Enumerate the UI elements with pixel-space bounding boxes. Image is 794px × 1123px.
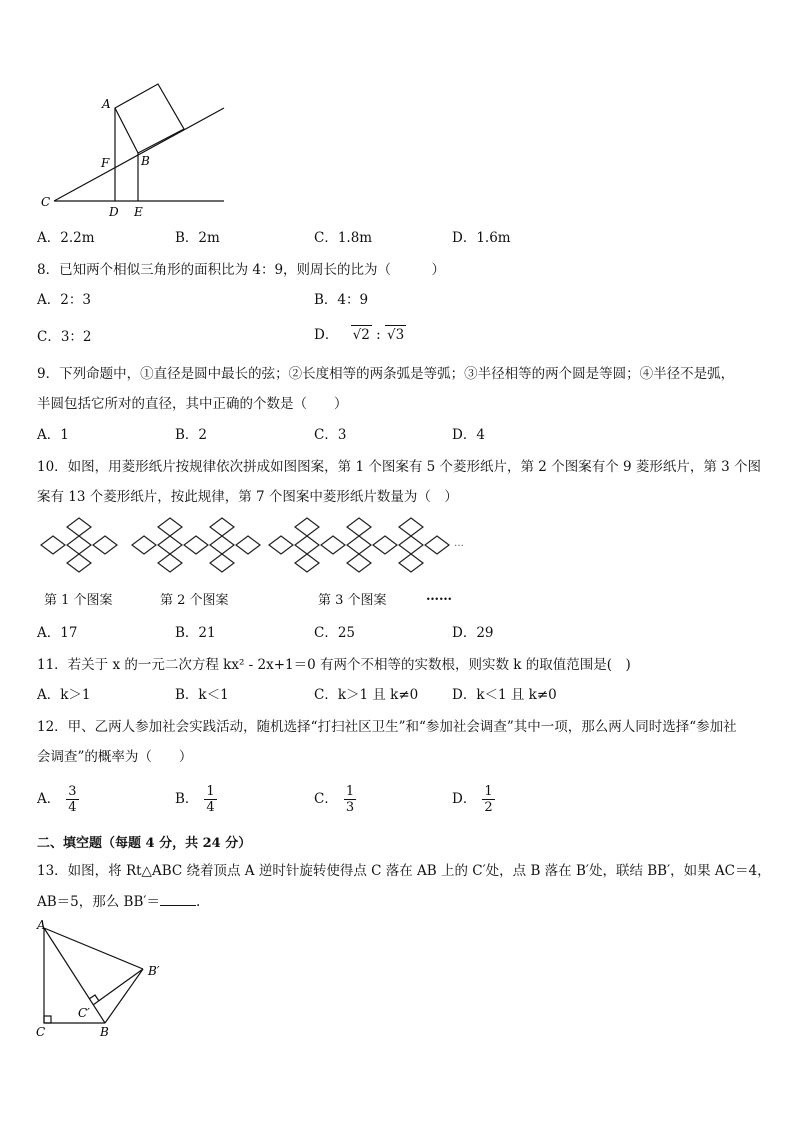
- q10-stem-line1: 10．如图，用菱形纸片按规律依次拼成如图图案，第 1 个图案有 5 个菱形纸片，第 2 个图案有个 9 菱形纸片，第 3 个图: [37, 459, 762, 475]
- q9-stem-line2: 半圆包括它所对的直径，其中正确的个数是（ ）: [37, 396, 348, 412]
- fraction: $\frac{1}{3}$: [345, 784, 355, 815]
- q9-option-a[interactable]: A．1: [37, 427, 69, 443]
- q10-stem-line2: 案有 13 个菱形纸片，按此规律，第 7 个图案中菱形纸片数量为（ ）: [37, 489, 458, 505]
- q11-option-b[interactable]: B．k＜1: [175, 687, 229, 703]
- q7-option-d[interactable]: D．1.6m: [452, 230, 511, 246]
- q9-option-d[interactable]: D．4: [452, 427, 485, 443]
- label-c: C: [36, 1025, 46, 1039]
- slope-line: [54, 108, 224, 201]
- q8-sqrt-b: √3: [386, 327, 405, 343]
- answer-blank[interactable]: [160, 893, 196, 906]
- label-c-prime: C′: [78, 1006, 90, 1020]
- q7-option-b[interactable]: B．2m: [175, 230, 220, 246]
- q13-stem-line1: 13．如图，将 Rt△ABC 绕着顶点 A 逆时针旋转使得点 C 落在 AB 上的 C′处，点 B 落在 B′处，联结 BB′，如果 AC＝4，: [37, 863, 771, 879]
- q8-stem: 8．已知两个相似三角形的面积比为 4：9，则周长的比为（ ）: [37, 262, 446, 278]
- segment-bb-prime: [105, 969, 143, 1023]
- pattern-2: [132, 518, 260, 572]
- pattern-3-label: 第 3 个图案: [318, 593, 387, 608]
- pattern-2-label: 第 2 个图案: [160, 593, 229, 608]
- section-2-title: 二、填空题（每题 4 分，共 24 分）: [37, 836, 252, 851]
- label-a: A: [37, 918, 46, 932]
- q12-stem-line1: 12．甲、乙两人参加社会实践活动，随机选择“打扫社区卫生”和“参加社会调查”其中一项，那么两人同时选择“参加社: [37, 719, 737, 735]
- q11-option-c[interactable]: C．k＞1 且 k≠0: [314, 687, 419, 703]
- q10-option-b[interactable]: B．21: [175, 625, 216, 641]
- segment-b-prime-c-prime: [93, 969, 143, 1005]
- q9-option-c[interactable]: C．3: [314, 427, 347, 443]
- label-c: C: [41, 195, 51, 209]
- q12-stem-line2: 会调查”的概率为（ ）: [37, 749, 193, 765]
- label-d: D: [109, 205, 119, 219]
- q11-option-d[interactable]: D．k＜1 且 k≠0: [452, 687, 557, 703]
- q10-option-a[interactable]: A．17: [37, 625, 78, 641]
- q8-option-d-letter: D．: [314, 327, 339, 343]
- label-a: A: [102, 97, 111, 111]
- q8-option-a[interactable]: A．2：3: [37, 292, 91, 308]
- q12-option-b[interactable]: B． $\frac{1}{4}$: [175, 784, 215, 815]
- q11-stem: 11．若关于 x 的一元二次方程 kx² - 2x+1＝0 有两个不相等的实数根，则实数 k 的取值范围是( ): [37, 657, 631, 673]
- q10-option-d[interactable]: D．29: [452, 625, 494, 641]
- q9-stem-line1: 9．下列命题中，①直径是圆中最长的弦；②长度相等的两条弧是等弧；③半径相等的两个圆是等圆；④半径不是弧，: [37, 366, 735, 382]
- pattern-ellipsis: ……: [426, 589, 452, 604]
- label-b: B: [141, 154, 150, 168]
- side-ab-prime: [44, 928, 143, 969]
- fraction: $\frac{3}{4}$: [68, 784, 77, 815]
- q7-figure: [38, 78, 238, 223]
- pattern-1-label: 第 1 个图案: [44, 593, 113, 608]
- q12-option-c[interactable]: C． $\frac{1}{3}$: [314, 784, 355, 815]
- q12-option-a[interactable]: A． $\frac{3}{4}$: [37, 784, 77, 815]
- q8-option-c[interactable]: C．3：2: [37, 329, 92, 345]
- q10-option-c[interactable]: C．25: [314, 625, 356, 641]
- q12-option-d[interactable]: D． $\frac{1}{2}$: [452, 784, 493, 815]
- label-b: B: [100, 1025, 109, 1039]
- right-angle-c: [44, 1016, 51, 1023]
- q7-option-c[interactable]: C．1.8m: [314, 230, 373, 246]
- fraction: $\frac{1}{4}$: [206, 784, 215, 815]
- label-e: E: [134, 205, 143, 219]
- pattern-1: [41, 518, 117, 572]
- q11-option-a[interactable]: A．k＞1: [37, 687, 91, 703]
- q13-figure: [30, 918, 170, 1043]
- q8-ratio-sep: :: [376, 327, 381, 343]
- q8-option-b[interactable]: B．4：9: [314, 292, 369, 308]
- svg-text:…: …: [454, 538, 464, 549]
- side-ab: [44, 928, 105, 1023]
- label-b-prime: B′: [148, 964, 160, 978]
- q9-option-b[interactable]: B．2: [175, 427, 208, 443]
- label-f: F: [101, 156, 110, 170]
- fraction: $\frac{1}{2}$: [484, 784, 493, 815]
- q8-option-d[interactable]: [314, 325, 406, 344]
- square-box: [115, 84, 184, 153]
- pattern-3: [269, 518, 449, 572]
- q7-option-a[interactable]: A．2.2m: [37, 230, 95, 246]
- q13-stem-line2: AB＝5，那么 BB′＝ .: [37, 894, 201, 910]
- q8-sqrt-a: √2: [352, 327, 370, 343]
- q10-rhombus-patterns: [36, 516, 466, 582]
